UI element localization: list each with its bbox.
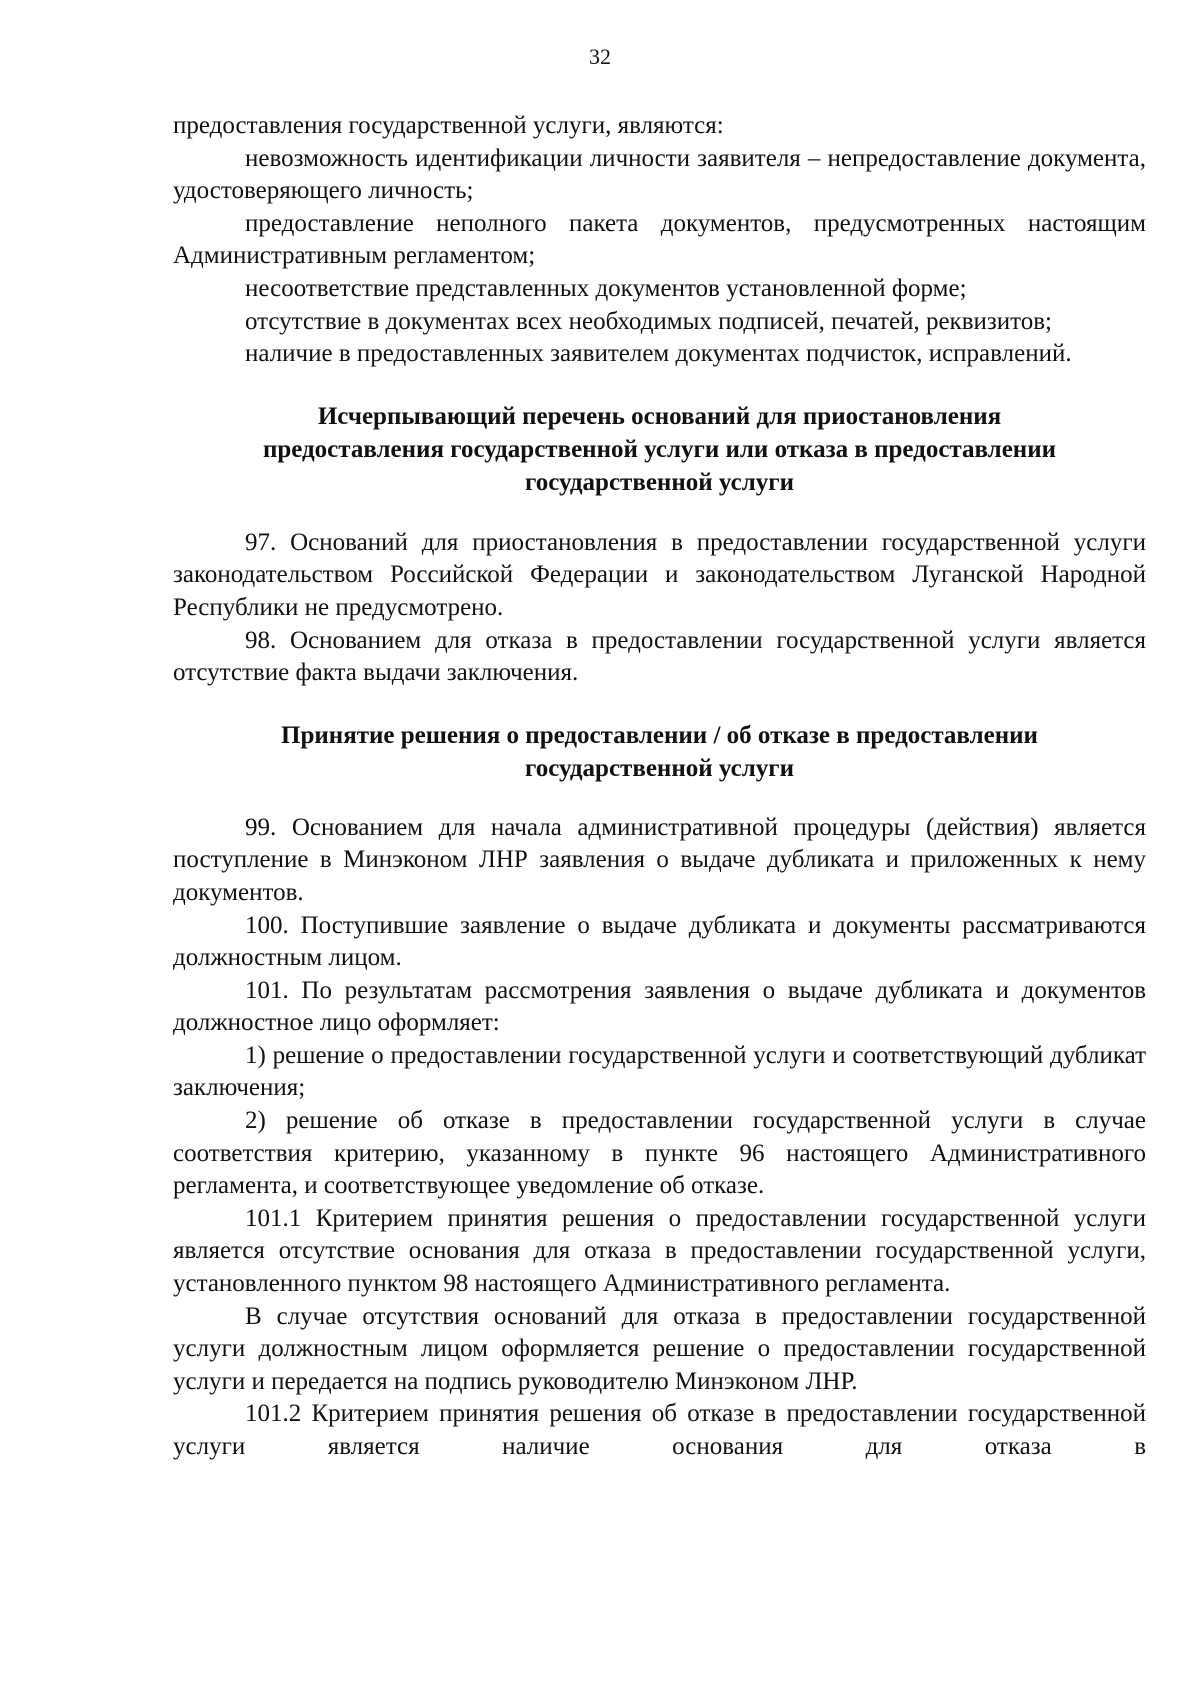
paragraph: В случае отсутствия оснований для отказа в предоставлении государственной услуги должностным лицом оформляется решение о предоставлении государственной услуги и передается на подпись руководителю Минэконом ЛНР. [173, 1302, 1146, 1395]
heading-line: Принятие решения о предоставлении / об отказе в предоставлении [281, 721, 1038, 749]
paragraph: невозможность идентификации личности заявителя – непредоставление документа, удостоверяющего личность; [173, 144, 1146, 205]
page-number: 32 [589, 44, 611, 69]
paragraph-98: 98. Основанием для отказа в предоставлении государственной услуги является отсутствие факта выдачи заключения. [173, 626, 1146, 687]
paragraph: отсутствие в документах всех необходимых подписей, печатей, реквизитов; [245, 307, 1052, 335]
paragraph-101-item-1: 1) решение о предоставлении государственной услуги и соответствующий дубликат заключения; [173, 1041, 1146, 1102]
paragraph-99: 99. Основанием для начала административной процедуры (действия) является поступление в Минэконом ЛНР заявления о выдаче дубликата и приложенных к нему документов. [173, 813, 1146, 906]
section-heading [173, 400, 1146, 499]
document-body [173, 110, 1146, 1464]
paragraph-101-item-2: 2) решение об отказе в предоставлении государственной услуги в случае соответствия критерию, указанному в пункте 96 настоящего Административного регламента, и соответствующее уведомление об отказе. [173, 1107, 1146, 1200]
paragraph-101-2: 101.2 Критерием принятия решения об отказе в предоставлении государственной услуги является наличие основания для отказа в [173, 1400, 1146, 1460]
paragraph-101: 101. По результатам рассмотрения заявления о выдаче дубликата и документов должностное лицо оформляет: [173, 976, 1146, 1037]
paragraph-97: 97. Оснований для приостановления в предоставлении государственной услуги законодательством Российской Федерации и законодательством Луганской Народной Республики не предусмотрено. [173, 528, 1146, 621]
heading-line: Исчерпывающий перечень оснований для приостановления [317, 402, 1002, 430]
heading-line: государственной услуги [524, 754, 795, 782]
paragraph-101-1: 101.1 Критерием принятия решения о предоставлении государственной услуги является отсутствие основания для отказа в предоставлении государственной услуги, установленного пунктом 98 настоящего Административного регламента. [173, 1204, 1146, 1298]
paragraph-100: 100. Поступившие заявление о выдаче дубликата и документы рассматриваются должностным лицом. [173, 911, 1146, 972]
paragraph: наличие в предоставленных заявителем документах подчисток, исправлений. [245, 340, 1072, 368]
paragraph: несоответствие представленных документов установленной форме; [245, 274, 967, 302]
heading-line: предоставления государственной услуги или отказа в предоставлении [262, 435, 1057, 463]
heading-line: государственной услуги [524, 468, 795, 496]
paragraph: предоставление неполного пакета документов, предусмотренных настоящим Административным регламентом; [173, 209, 1146, 270]
section-heading [173, 719, 1146, 785]
paragraph: предоставления государственной услуги, являются: [173, 112, 724, 139]
